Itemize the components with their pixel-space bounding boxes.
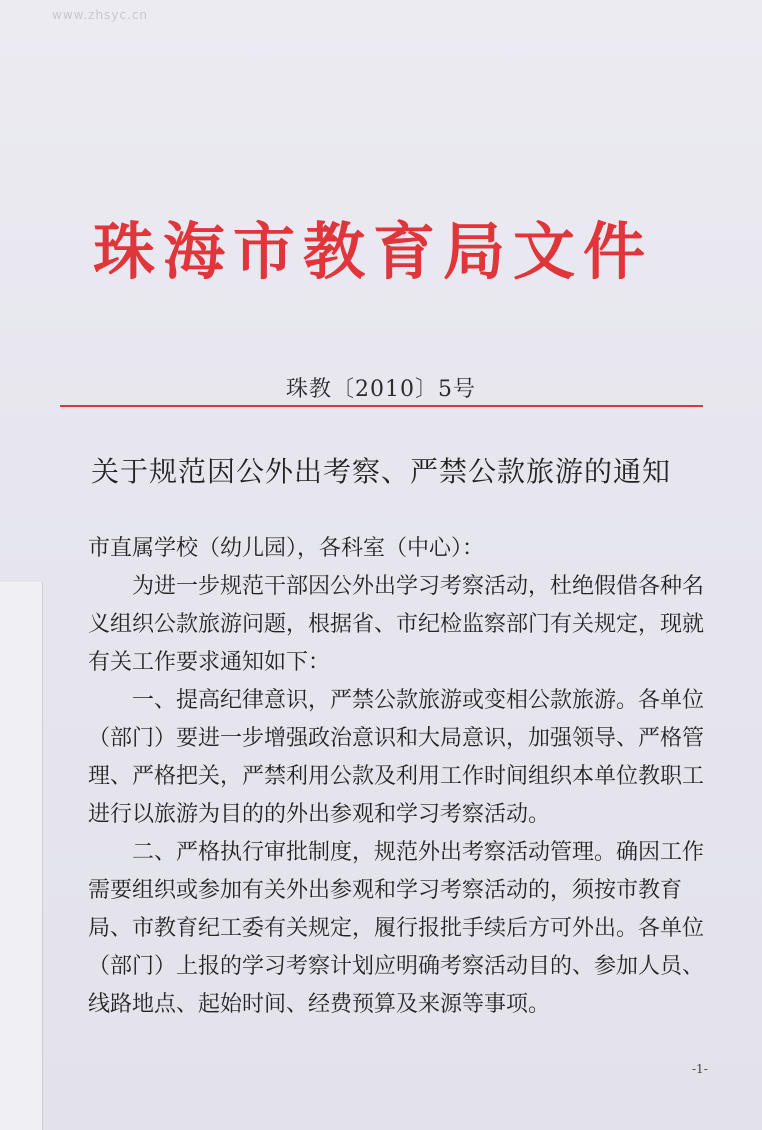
underlying-page-edge (0, 582, 43, 1130)
paragraph-item-2: 二、严格执行审批制度，规范外出考察活动管理。确因工作需要组织或参加有关外出参观和学习考察活动的，须按市教育局、市教育纪工委有关规定，履行报批手续后方可外出。各单位（部门）上报的学习考察计划应明确考察活动目的、参加人员、线路地点、起始时间、经费预算及来源等事项。 (88, 840, 705, 1017)
addressee-line: 市直属学校（幼儿园），各科室（中心）： (88, 536, 485, 561)
notice-body (88, 530, 716, 1024)
document-number: 珠教〔2010〕5号 (286, 377, 476, 402)
red-divider-line (60, 405, 703, 407)
paragraph-item-1: 一、提高纪律意识，严禁公款旅游或变相公款旅游。各单位（部门）要进一步增强政治意识和大局意识，加强领导、严格管理、严格把关，严禁利用公款及利用工作时间组织本单位教职工进行以旅游为目的的外出参观和学习考察活动。 (88, 688, 705, 827)
watermark: www.zhsyc.cn (52, 8, 149, 22)
notice-subject: 关于规范因公外出考察、严禁公款旅游的通知 (90, 455, 671, 488)
issuing-authority-title: 珠海市教育局文件 (93, 215, 654, 288)
page-number: -1- (692, 1062, 708, 1076)
paragraph-intro: 为进一步规范干部因公外出学习考察活动，杜绝假借各种名义组织公款旅游问题，根据省、市纪检监察部门有关规定，现就有关工作要求通知如下： (88, 574, 705, 675)
